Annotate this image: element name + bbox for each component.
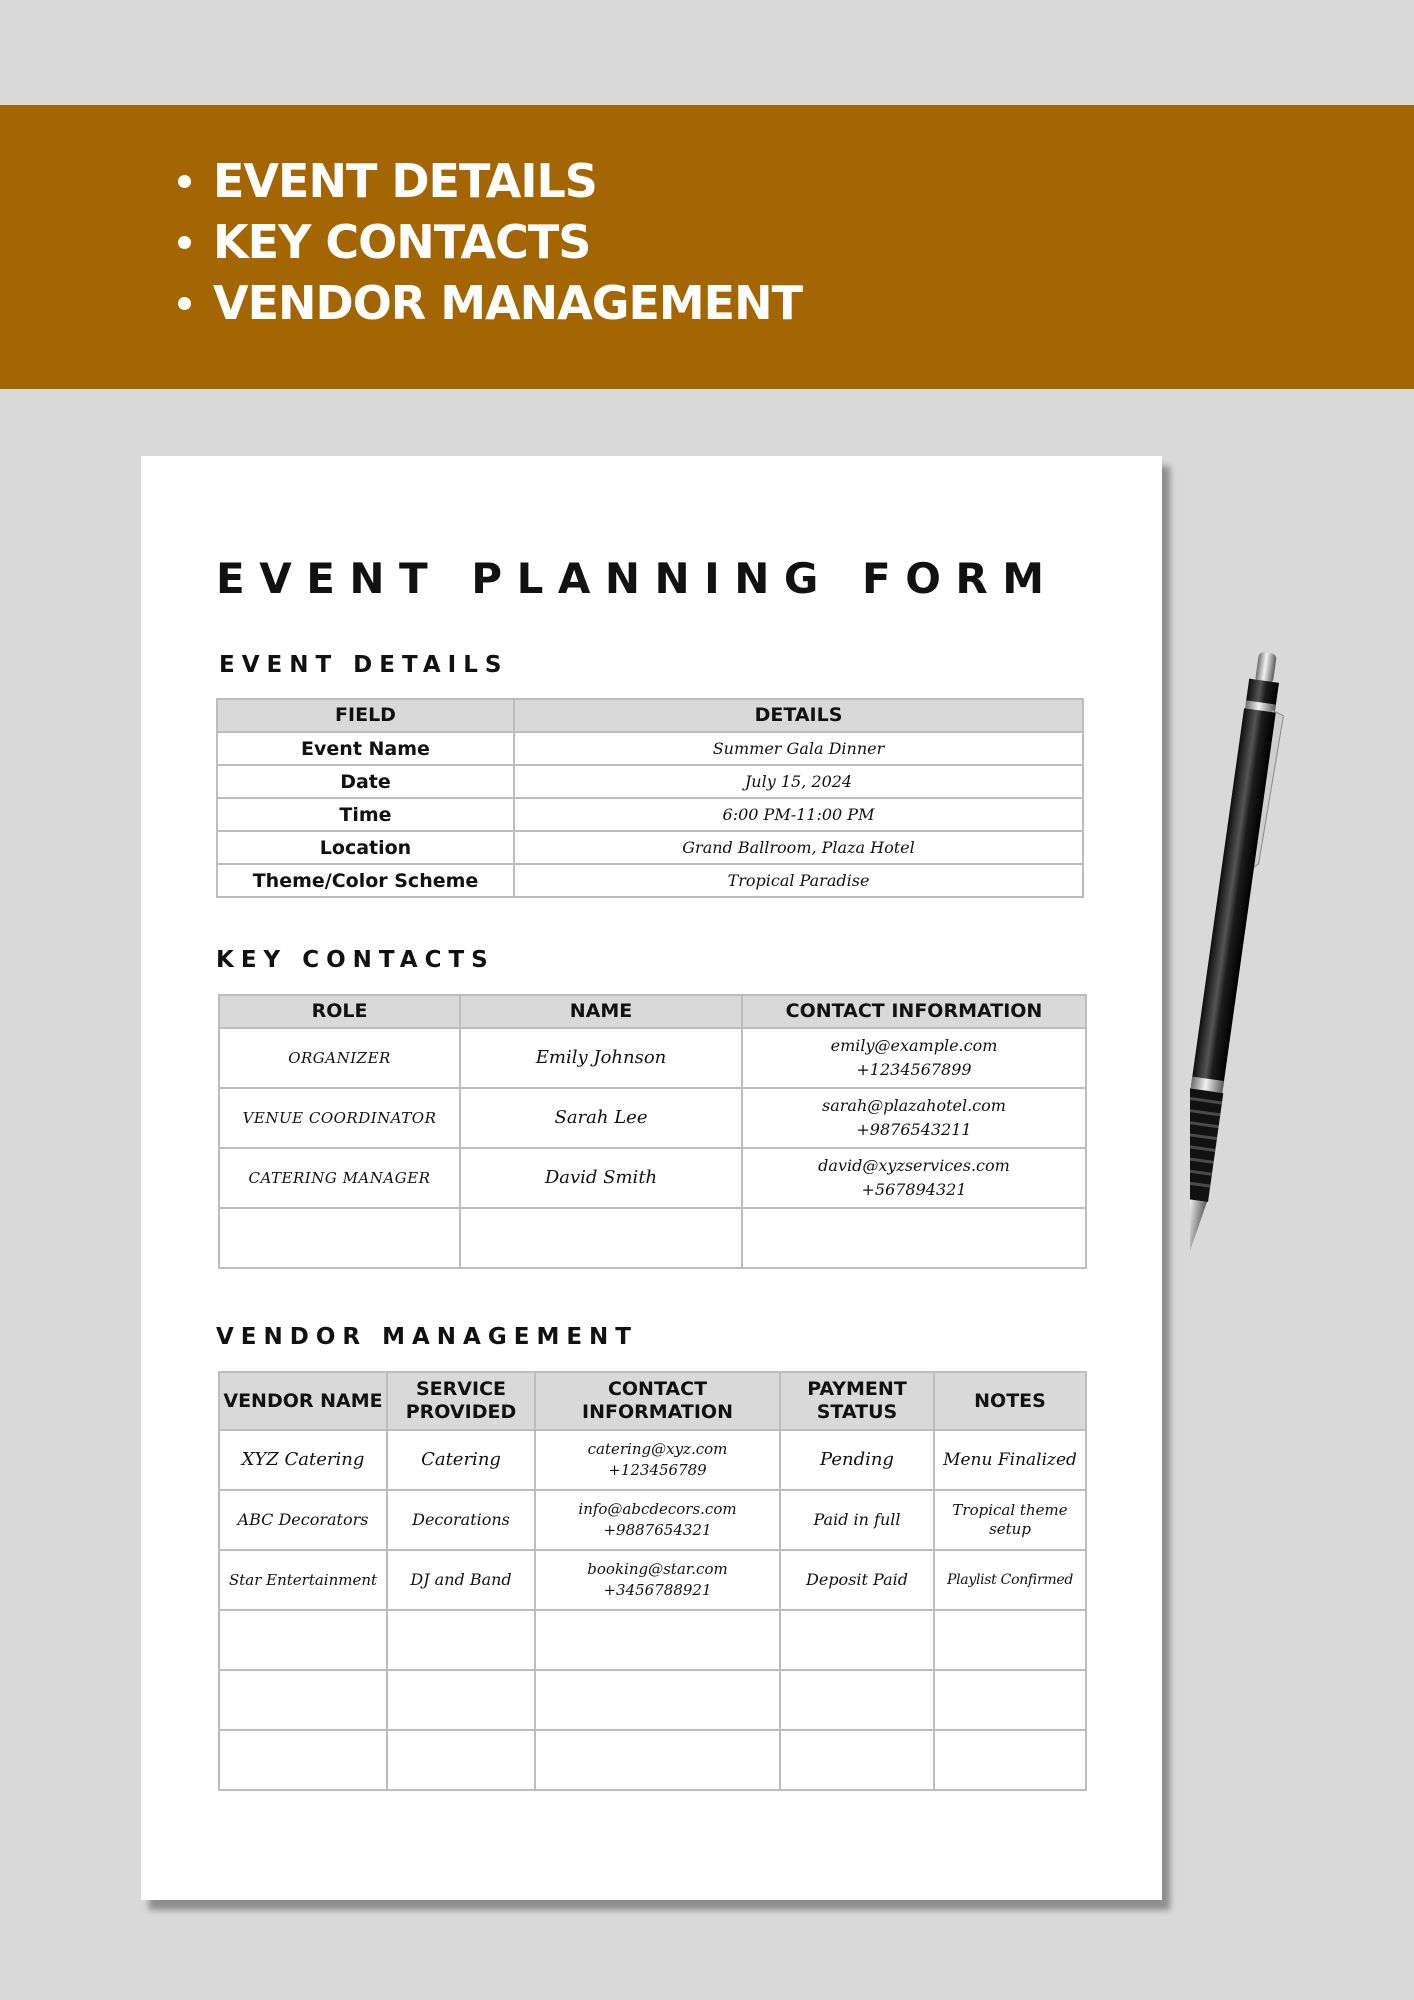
table-row <box>219 1148 1086 1208</box>
field-value: Tropical Paradise <box>514 864 1083 897</box>
field-value: July 15, 2024 <box>514 765 1083 798</box>
empty-cell <box>387 1610 535 1670</box>
empty-cell <box>219 1730 387 1790</box>
empty-row <box>219 1730 1086 1790</box>
form-paper <box>141 456 1162 1900</box>
column-header: NOTES <box>934 1372 1086 1430</box>
contact-info <box>742 1148 1086 1208</box>
bullet-icon <box>178 175 191 188</box>
banner-item: VENDOR MANAGEMENT <box>178 273 802 334</box>
payment-status: Deposit Paid <box>780 1550 934 1610</box>
pen-icon <box>1190 645 1350 1290</box>
column-header: SERVICE PROVIDED <box>387 1372 535 1430</box>
vendor-notes: Tropical theme setup <box>934 1490 1086 1550</box>
key-contacts-title: KEY CONTACTS <box>216 947 495 973</box>
banner-list <box>178 151 802 334</box>
vendor-name: ABC Decorators <box>219 1490 387 1550</box>
empty-cell <box>780 1670 934 1730</box>
contact-name: Sarah Lee <box>460 1088 742 1148</box>
page-title: EVENT PLANNING FORM <box>216 554 1059 603</box>
column-header: NAME <box>460 995 742 1028</box>
empty-cell <box>934 1670 1086 1730</box>
contact-email: david@xyzservices.com <box>818 1156 1010 1175</box>
empty-row <box>219 1670 1086 1730</box>
table-row <box>217 765 1083 798</box>
table-row <box>219 1550 1086 1610</box>
payment-status: Pending <box>780 1430 934 1490</box>
table-row <box>219 1088 1086 1148</box>
contact-name: David Smith <box>460 1148 742 1208</box>
vendor-phone: +123456789 <box>608 1461 707 1479</box>
contact-info <box>742 1088 1086 1148</box>
empty-row <box>219 1208 1086 1268</box>
contact-name: Emily Johnson <box>460 1028 742 1088</box>
table-row <box>217 798 1083 831</box>
table-row <box>219 1490 1086 1550</box>
empty-cell <box>535 1730 780 1790</box>
contact-phone: +1234567899 <box>856 1060 972 1079</box>
contact-role: ORGANIZER <box>219 1028 460 1088</box>
banner-item: EVENT DETAILS <box>178 151 802 212</box>
event-details-title: EVENT DETAILS <box>219 652 509 678</box>
contact-phone: +9876543211 <box>856 1120 972 1139</box>
column-header: ROLE <box>219 995 460 1028</box>
contact-role: CATERING MANAGER <box>219 1148 460 1208</box>
empty-cell <box>780 1730 934 1790</box>
contact-phone: +567894321 <box>861 1180 967 1199</box>
empty-cell <box>535 1610 780 1670</box>
vendor-notes: Menu Finalized <box>934 1430 1086 1490</box>
table-row <box>219 1430 1086 1490</box>
empty-cell <box>535 1670 780 1730</box>
vendor-management-table <box>218 1371 1087 1791</box>
vendor-notes: Playlist Confirmed <box>934 1550 1086 1610</box>
table-row <box>219 1028 1086 1088</box>
contact-email: sarah@plazahotel.com <box>822 1096 1006 1115</box>
contact-info <box>742 1028 1086 1088</box>
banner-item: KEY CONTACTS <box>178 212 802 273</box>
empty-cell <box>387 1730 535 1790</box>
vendor-contact <box>535 1430 780 1490</box>
column-header: DETAILS <box>514 699 1083 732</box>
service-provided: DJ and Band <box>387 1550 535 1610</box>
field-label: Date <box>217 765 514 798</box>
table-header-row <box>219 995 1086 1028</box>
key-contacts-table <box>218 994 1087 1269</box>
field-value: Summer Gala Dinner <box>514 732 1083 765</box>
column-header: PAYMENT STATUS <box>780 1372 934 1430</box>
empty-cell <box>934 1610 1086 1670</box>
service-provided: Decorations <box>387 1490 535 1550</box>
column-header: VENDOR NAME <box>219 1372 387 1430</box>
column-header: CONTACT INFORMATION <box>535 1372 780 1430</box>
empty-cell <box>780 1610 934 1670</box>
table-row <box>217 864 1083 897</box>
vendor-email: catering@xyz.com <box>587 1440 728 1458</box>
vendor-phone: +3456788921 <box>603 1581 712 1599</box>
table-row <box>217 732 1083 765</box>
table-header-row <box>217 699 1083 732</box>
field-value: Grand Ballroom, Plaza Hotel <box>514 831 1083 864</box>
header-banner <box>0 105 1414 389</box>
table-row <box>217 831 1083 864</box>
field-label: Event Name <box>217 732 514 765</box>
vendor-phone: +9887654321 <box>603 1521 712 1539</box>
service-provided: Catering <box>387 1430 535 1490</box>
empty-row <box>219 1610 1086 1670</box>
empty-cell <box>460 1208 742 1268</box>
vendor-contact <box>535 1550 780 1610</box>
empty-cell <box>742 1208 1086 1268</box>
empty-cell <box>219 1208 460 1268</box>
field-value: 6:00 PM-11:00 PM <box>514 798 1083 831</box>
empty-cell <box>219 1670 387 1730</box>
empty-cell <box>934 1730 1086 1790</box>
contact-email: emily@example.com <box>830 1036 998 1055</box>
vendor-email: info@abcdecors.com <box>578 1500 737 1518</box>
empty-cell <box>387 1670 535 1730</box>
field-label: Time <box>217 798 514 831</box>
field-label: Location <box>217 831 514 864</box>
column-header: CONTACT INFORMATION <box>742 995 1086 1028</box>
field-label: Theme/Color Scheme <box>217 864 514 897</box>
event-details-table <box>216 698 1084 898</box>
vendor-email: booking@star.com <box>587 1560 728 1578</box>
vendor-management-title: VENDOR MANAGEMENT <box>216 1324 638 1350</box>
vendor-name: XYZ Catering <box>219 1430 387 1490</box>
empty-cell <box>219 1610 387 1670</box>
table-header-row <box>219 1372 1086 1430</box>
bullet-icon <box>178 236 191 249</box>
contact-role: VENUE COORDINATOR <box>219 1088 460 1148</box>
bullet-icon <box>178 297 191 310</box>
vendor-name: Star Entertainment <box>219 1550 387 1610</box>
column-header: FIELD <box>217 699 514 732</box>
payment-status: Paid in full <box>780 1490 934 1550</box>
vendor-contact <box>535 1490 780 1550</box>
